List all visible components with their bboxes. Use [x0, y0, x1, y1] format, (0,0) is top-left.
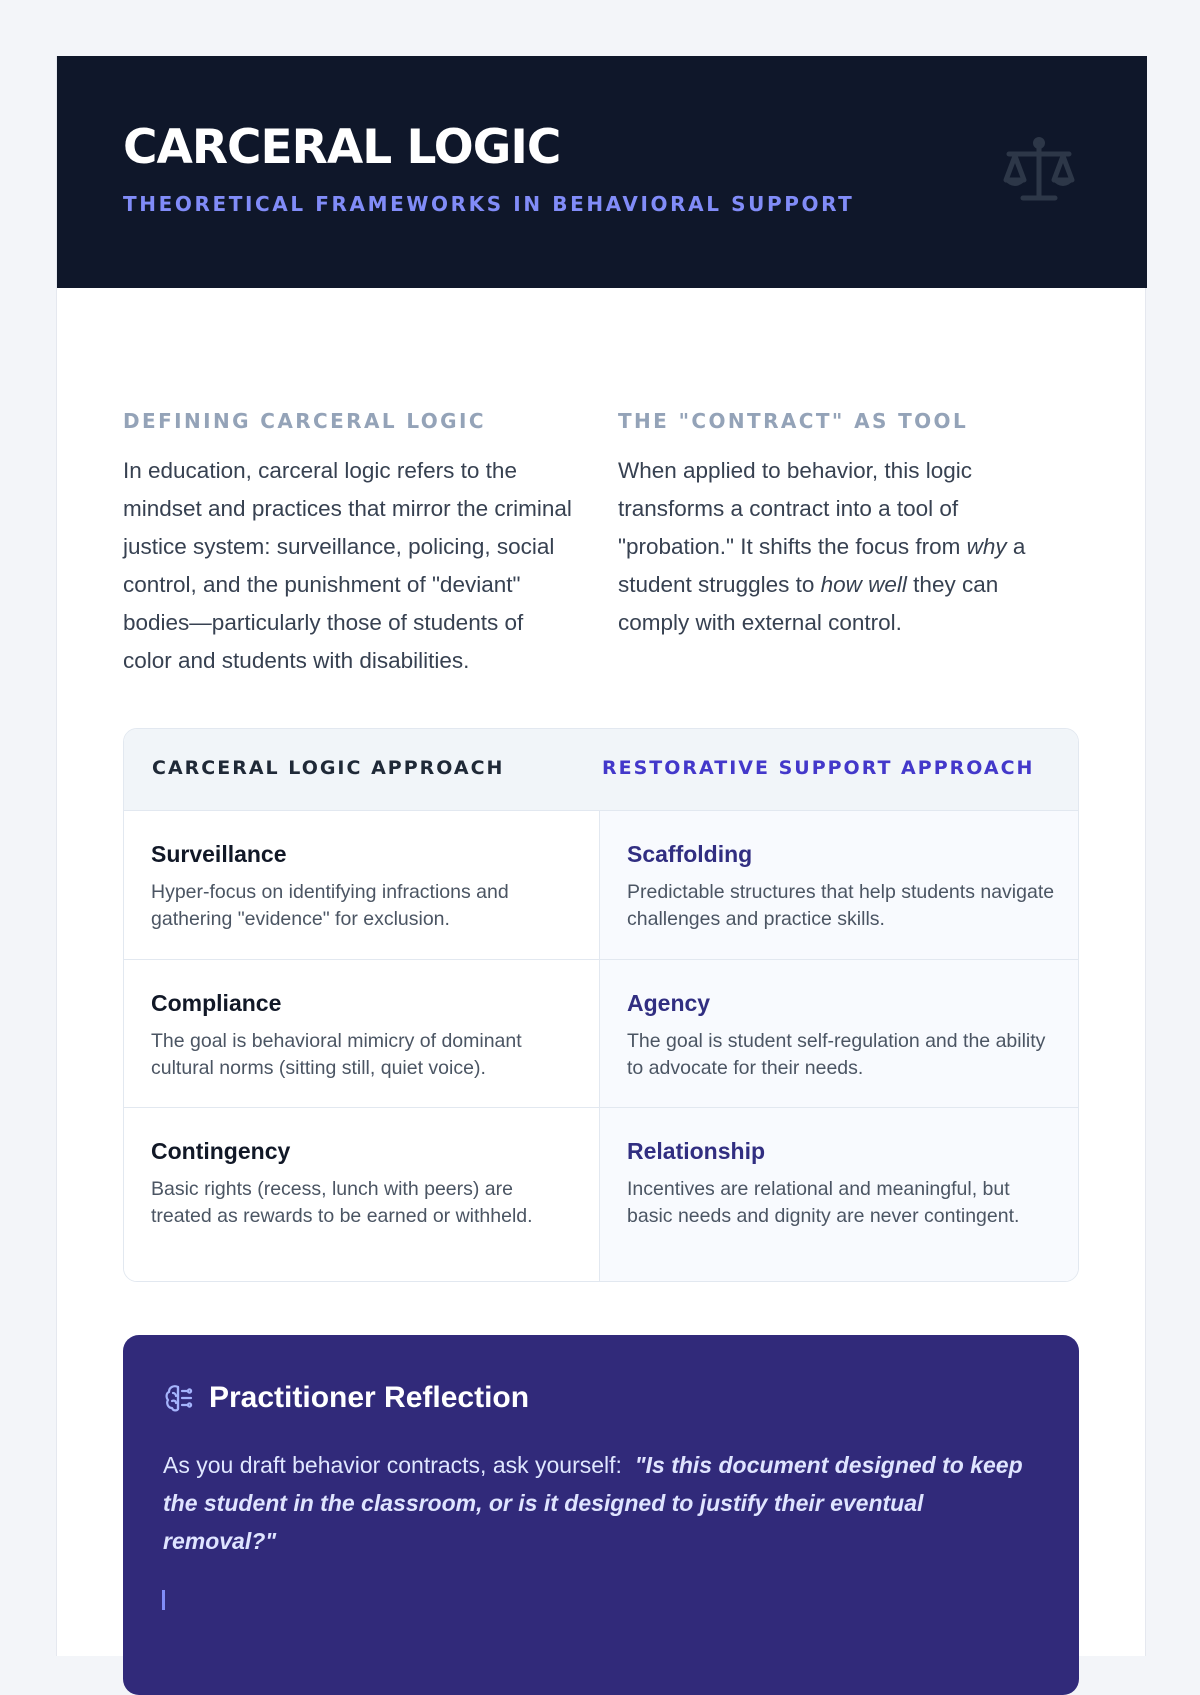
contract-body-part3: they can comply with external control.	[618, 572, 999, 635]
restorative-cell	[600, 1108, 1078, 1282]
practitioner-reflection-panel	[123, 1335, 1079, 1695]
contract-heading: THE "CONTRACT" AS TOOL	[618, 409, 969, 433]
table-row	[124, 811, 1078, 959]
quote-accent-bar	[162, 1590, 165, 1610]
reflection-prompt: As you draft behavior contracts, ask yourself:	[163, 1452, 622, 1478]
definition-body: In education, carceral logic refers to the mindset and practices that mirror the criminal justice system: surveillance, policing, social control, and the punishment of "deviant" bodies—particularly those of students of color and students with disabilities.	[123, 458, 572, 673]
carceral-term: Surveillance	[151, 841, 287, 867]
page-title: CARCERAL LOGIC	[123, 120, 561, 175]
restorative-approach-header: RESTORATIVE SUPPORT APPROACH	[602, 757, 1035, 779]
restorative-term: Scaffolding	[627, 841, 753, 867]
contract-body-part2: a student struggles to	[618, 534, 1026, 597]
restorative-description: The goal is student self-regulation and the ability to advocate for their needs.	[627, 1030, 1046, 1079]
brain-icon	[163, 1382, 195, 1414]
contract-column	[618, 410, 1074, 642]
carceral-cell	[124, 811, 600, 959]
balance-scale-icon	[1001, 136, 1077, 206]
definition-heading: DEFINING CARCERAL LOGIC	[123, 409, 486, 433]
definition-column	[123, 410, 573, 680]
page-subtitle: THEORETICAL FRAMEWORKS IN BEHAVIORAL SUPPORT	[123, 192, 855, 216]
contract-body-part1: When applied to behavior, this logic transforms a contract into a tool of "probation." It shifts the focus from	[618, 458, 972, 559]
comparison-header	[124, 729, 1078, 811]
restorative-cell	[600, 811, 1078, 959]
carceral-cell	[124, 960, 600, 1107]
carceral-term: Contingency	[151, 1138, 291, 1164]
restorative-cell	[600, 960, 1078, 1107]
carceral-term: Compliance	[151, 990, 282, 1016]
reflection-quote: "Is this document designed to keep the student in the classroom, or is it designed to justify their eventual removal?"	[163, 1452, 1023, 1554]
reflection-body	[163, 1446, 1033, 1560]
restorative-term: Relationship	[627, 1138, 766, 1164]
table-row	[124, 1107, 1078, 1282]
restorative-description: Predictable structures that help students navigate challenges and practice skills.	[627, 881, 1055, 930]
restorative-description: Incentives are relational and meaningful, but basic needs and dignity are never contingent.	[627, 1178, 1020, 1227]
restorative-term: Agency	[627, 990, 711, 1016]
carceral-cell	[124, 1108, 600, 1282]
carceral-approach-header: CARCERAL LOGIC APPROACH	[152, 757, 505, 779]
carceral-description: Basic rights (recess, lunch with peers) are treated as rewards to be earned or withheld.	[151, 1178, 533, 1227]
header-banner	[57, 56, 1147, 288]
reflection-title: Practitioner Reflection	[209, 1381, 530, 1414]
contract-body	[618, 452, 1074, 642]
document-card	[56, 56, 1146, 1656]
table-row	[124, 959, 1078, 1107]
carceral-description: The goal is behavioral mimicry of dominant cultural norms (sitting still, quiet voice).	[151, 1030, 522, 1079]
carceral-description: Hyper-focus on identifying infractions and gathering "evidence" for exclusion.	[151, 881, 509, 930]
contract-emphasis-how-well: how well	[820, 572, 907, 597]
comparison-table	[123, 728, 1079, 1282]
contract-emphasis-why: why	[966, 534, 1007, 559]
